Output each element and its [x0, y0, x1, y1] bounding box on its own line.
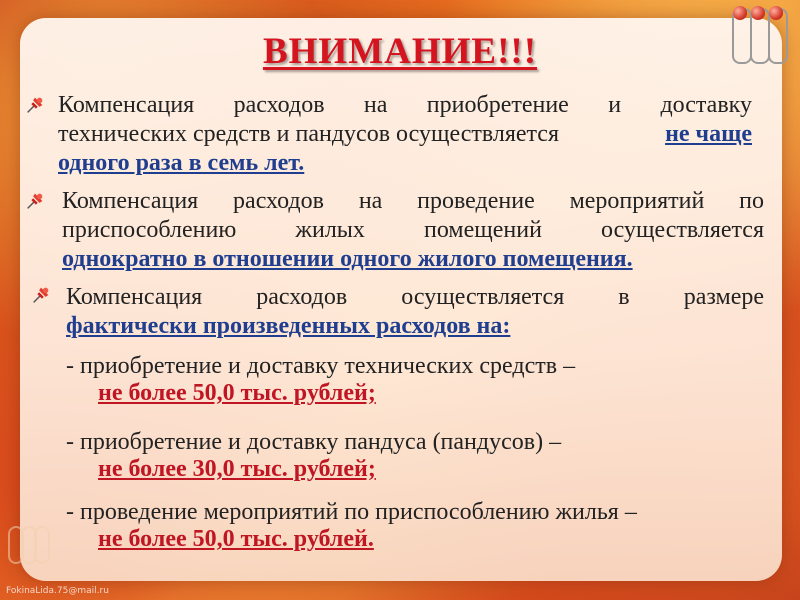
paragraph-line-row: [58, 120, 752, 149]
pushpin-icon: [30, 284, 52, 306]
paragraph-1: [58, 91, 752, 178]
pushpin-icon: [24, 94, 46, 116]
list-item: - приобретение и доставку пандуса (пандусов) –: [66, 429, 562, 455]
paperclips-decoration-left: [6, 526, 48, 566]
paragraph-highlight-line: [66, 312, 764, 341]
paperclip-icon: [34, 526, 50, 564]
paragraph-3: [66, 283, 764, 341]
paragraph-line: Компенсация расходов осуществляется в размере: [66, 284, 764, 310]
list-item: - проведение мероприятий по приспособлению жилья –: [66, 499, 637, 525]
paragraph-highlight-line: [58, 149, 752, 178]
highlight-text: однократно в отношении одного жилого помещения.: [62, 246, 633, 272]
highlight-text: фактически произведенных расходов на:: [66, 313, 511, 339]
pushpin-icon: [24, 190, 46, 212]
paragraph-2: [62, 187, 764, 274]
list-item-limit: не более 30,0 тыс. рублей;: [98, 456, 376, 482]
list-item: - приобретение и доставку технических средств –: [66, 353, 576, 379]
paragraph-line: Компенсация расходов на проведение мероприятий по: [62, 188, 764, 214]
slide-title: ВНИМАНИЕ!!!: [262, 31, 538, 72]
highlight-inline: не чаще: [665, 121, 752, 147]
clip-head-icon: [751, 6, 765, 20]
paragraph-line: Компенсация расходов на приобретение и доставку: [58, 92, 752, 118]
paragraph-line: технических средств и пандусов осуществляется: [58, 121, 559, 147]
list-item-limit: не более 50,0 тыс. рублей;: [98, 380, 376, 406]
title-wrap: [0, 30, 800, 73]
clip-head-icon: [733, 6, 747, 20]
watermark: FokinaLida.75@mail.ru: [6, 586, 109, 596]
paragraph-line: приспособлению жилых помещений осуществляется: [62, 217, 764, 243]
list-item-limit: не более 50,0 тыс. рублей.: [98, 526, 374, 552]
paragraph-highlight-line: [62, 245, 764, 274]
clip-head-icon: [769, 6, 783, 20]
highlight-text: одного раза в семь лет.: [58, 150, 305, 176]
